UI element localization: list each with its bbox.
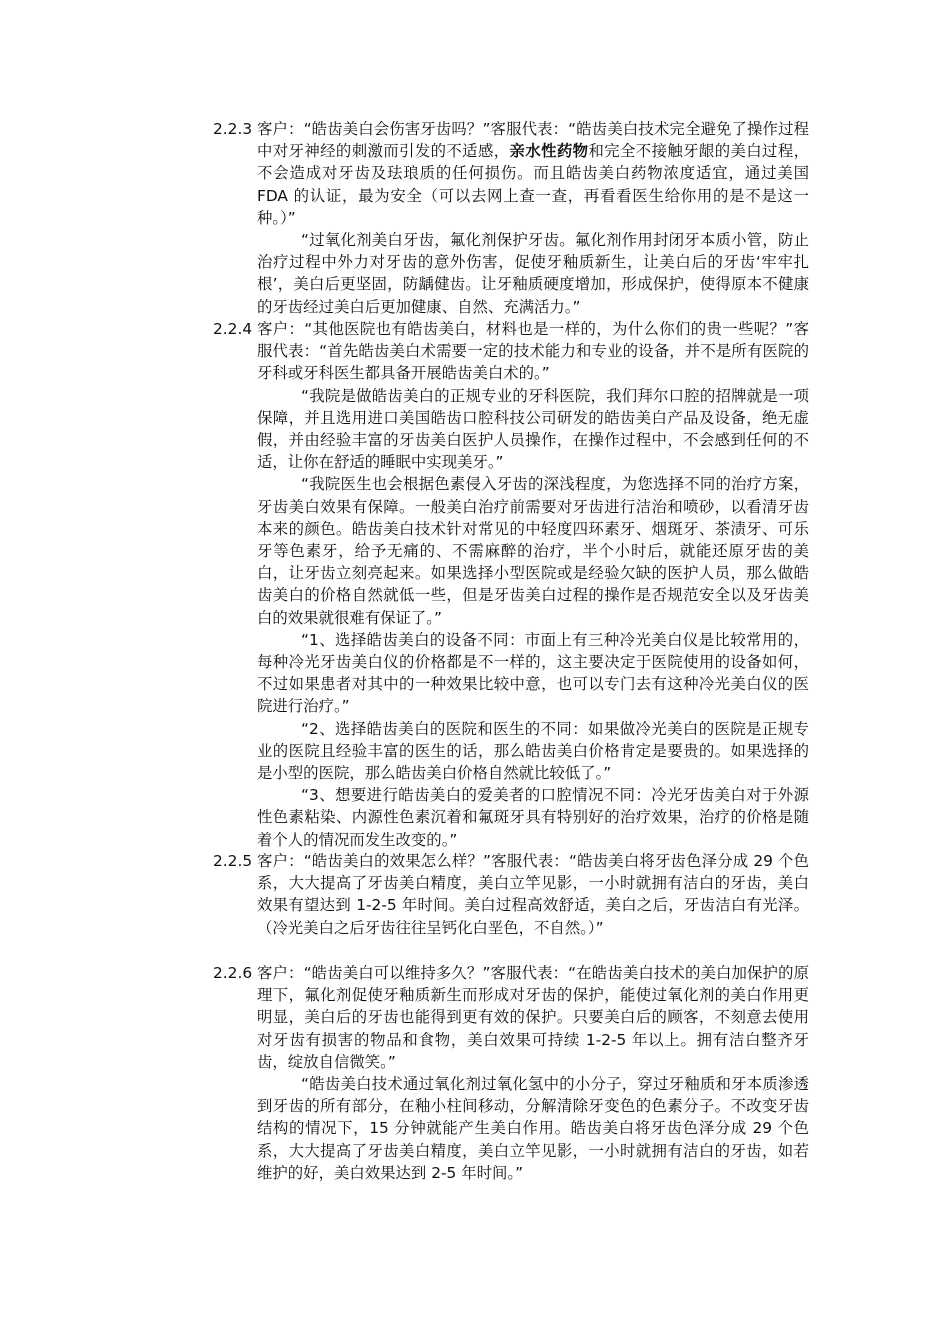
section-2-2-4 [213, 318, 809, 851]
paragraph: “1、选择皓齿美白的设备不同：市面上有三种冷光美白仪是比较常用的，每种冷光牙齿美白仪的价格都是不一样的，这主要决定于医院使用的设备如何，不过如果患者对其中的一种效果比较中意，也可以专门去有这种冷光美白仪的医院进行治疗。” [257, 630, 809, 716]
section-number: 2.2.4 [213, 320, 253, 338]
section-first-paragraph: 客户：“其他医院也有皓齿美白，材料也是一样的，为什么你们的贵一些呢？”客服代表：“首先皓齿美白术需要一定的技术能力和专业的设备，并不是所有医院的牙科或牙科医生都具备开展皓齿美白术的。” [257, 320, 809, 383]
section-2-2-6 [213, 962, 809, 1184]
section-2-2-3 [213, 118, 809, 318]
paragraph: “我院医生也会根据色素侵入牙齿的深浅程度，为您选择不同的治疗方案，牙齿美白效果有保障。一般美白治疗前需要对牙齿进行洁治和喷砂，以看清牙齿本来的颜色。皓齿美白技术针对常见的中轻度四环素牙、烟斑牙、茶渍牙、可乐牙等色素牙，给予无痛的、不需麻醉的治疗，半个小时后，就能还原牙齿的美白，让牙齿立刻亮起来。如果选择小型医院或是经验欠缺的医护人员，那么做皓齿美白的价格自然就低一些，但是牙齿美白过程的操作是否规范安全以及牙齿美白的效果就很难有保证了。” [257, 475, 809, 627]
paragraph-text: 和完全不接触牙龈的美白过程，不会造成对牙齿及珐琅质的任何损伤。而且皓齿美白药物浓度适宜，通过美国 FDA 的认证，最为安全（可以去网上查一查，再看看医生给你用的是不是这一种。）” [257, 142, 809, 227]
section-number: 2.2.5 [213, 852, 253, 870]
paragraph: “过氧化剂美白牙齿，氟化剂保护牙齿。氟化剂作用封闭牙本质小管，防止治疗过程中外力对牙齿的意外伤害，促使牙釉质新生，让美白后的牙齿‘牢牢扎根’，美白后更坚固，防龋健齿。让牙釉质硬度增加，形成保护，使得原本不健康的牙齿经过美白后更加健康、自然、充满活力。” [257, 231, 809, 316]
paragraph: “我院是做皓齿美白的正规专业的牙科医院，我们拜尔口腔的招牌就是一项保障，并且选用进口美国皓齿口腔科技公司研发的皓齿美白产品及设备，绝无虚假，并由经验丰富的牙齿美白医护人员操作，在操作过程中，不会感到任何的不适，让你在舒适的睡眠中实现美牙。” [257, 386, 809, 472]
section-body [257, 850, 809, 939]
section-body [257, 118, 809, 318]
paragraph: “皓齿美白技术通过氧化剂过氧化氢中的小分子，穿过牙釉质和牙本质渗透到牙齿的所有部分，在釉小柱间移动，分解清除牙变色的色素分子。不改变牙齿结构的情况下，15 分钟就能产生美白作用。皓齿美白将牙齿色泽分成 29 个色系，大大提高了牙齿美白精度，美白立竿见影，一小时就拥有洁白的牙齿，如若维护的好，美白效果达到 2-5 年时间。” [257, 1075, 809, 1182]
section-2-2-5 [213, 850, 809, 939]
section-first-paragraph: 客户：“皓齿美白可以维持多久？”客服代表：“在皓齿美白技术的美白加保护的原理下，氟化剂促使牙釉质新生而形成对牙齿的保护，能使过氧化剂的美白作用更明显，美白后的牙齿也能得到更有效的保护。只要美白后的顾客，不刻意去使用对牙齿有损害的物品和食物，美白效果可持续 1-2-5 年以上。拥有洁白整齐牙齿，绽放自信微笑。” [257, 964, 809, 1071]
section-body [257, 318, 809, 851]
bold-term: 亲水性药物 [509, 142, 589, 161]
paragraph: “2、选择皓齿美白的医院和医生的不同：如果做冷光美白的医院是正规专业的医院且经验丰富的医生的话，那么皓齿美白价格肯定是要贵的。如果选择的是小型的医院，那么皓齿美白价格自然就比较低了。” [257, 719, 809, 783]
paragraph: “3、想要进行皓齿美白的爱美者的口腔情况不同：冷光牙齿美白对于外源性色素粘染、内源性色素沉着和氟斑牙具有特别好的治疗效果，治疗的价格是随着个人的情况而发生改变的。” [257, 786, 809, 849]
paragraph-text: 客户：“皓齿美白会伤害牙齿吗？”客服代表：“皓齿美白技术完全避免了操作过程中对牙神经的刺激而引发的不适感， [257, 120, 809, 161]
section-body [257, 962, 809, 1184]
section-first-paragraph: 客户：“皓齿美白的效果怎么样？”客服代表：“皓齿美白将牙齿色泽分成 29 个色系，大大提高了牙齿美白精度，美白立竿见影，一小时就拥有洁白的牙齿，美白效果有望达到 1-2-5 年时间。美白过程高效舒适，美白之后，牙齿洁白有光泽。（冷光美白之后牙齿往往呈钙化白垩色，不自然。）” [257, 852, 809, 937]
section-number: 2.2.6 [213, 964, 253, 982]
section-first-paragraph [257, 118, 809, 229]
section-number: 2.2.3 [213, 120, 253, 138]
